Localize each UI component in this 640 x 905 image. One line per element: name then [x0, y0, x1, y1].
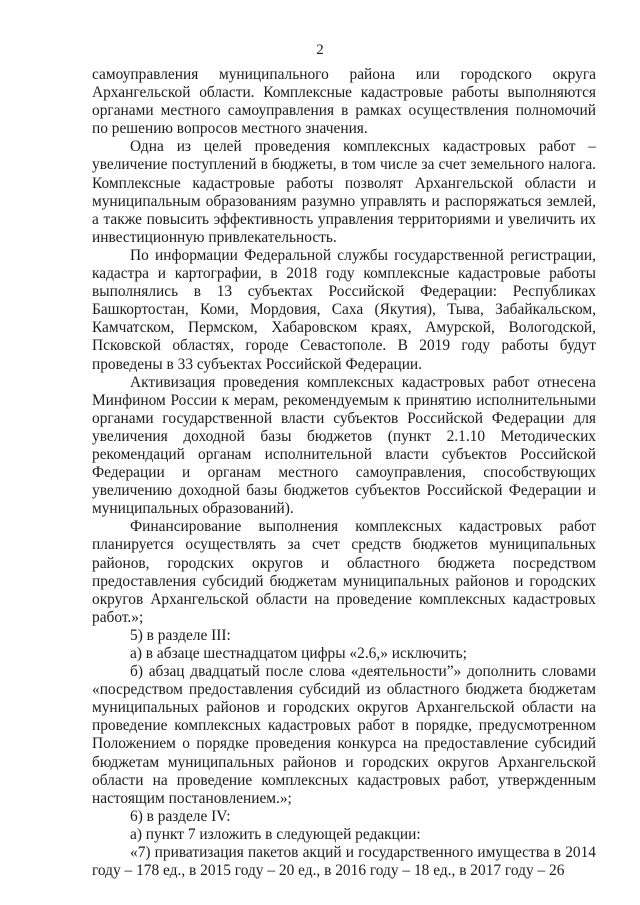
- paragraph: а) в абзаце шестнадцатом цифры «2.6,» исключить;: [130, 645, 467, 662]
- paragraph: 5) в разделе III:: [130, 626, 231, 644]
- paragraph: а) пункт 7 изложить в следующей редакции:: [130, 825, 421, 843]
- document-body: [92, 66, 596, 880]
- paragraph: Финансирование выполнения комплексных кадастровых работ планируется осуществлять за счет средств бюджетов муниципальных районов, городских округов и областного бюджета посредством предоставления субсидий бюджетам муниципальных районов и городских округов Архангельской области на проведение комплексных кадастровых работ.»;: [92, 518, 596, 626]
- paragraph: По информации Федеральной службы государственной регистрации, кадастра и картографии, в 2018 году комплексные кадастровые работы выполнялись в 13 субъектах Российской Федерации: Республиках Башкортостан, Коми, Мордовия, Саха (Якутия), Тыва, Забайкальском, Камчатском, Пермском, Хабаровском краях, Амурской, Вологодской, Псковской областях, городе Севастополе. В 2019 году работы будут проведены в 33 субъектах Российской Федерации.: [92, 246, 596, 373]
- paragraph: Одна из целей проведения комплексных кадастровых работ – увеличение поступлений в бюджеты, в том числе за счет земельного налога. Комплексные кадастровые работы позволят Архангельской области и муниципальным образованиям разумно управлять и распоряжаться землей, а также повысить эффективность управления территориями и увеличить их инвестиционную привлекательность.: [92, 138, 596, 246]
- paragraph: б) абзац двадцатый после слова «деятельности”» дополнить словами «посредством предоставления субсидий из областного бюджета бюджетам муниципальных районов и городских округов Архангельской области на проведение комплексных кадастровых работ в порядке, предусмотренном Положением о порядке проведения конкурса на предоставление субсидий бюджетам муниципальных районов и городских округов Архангельской области на проведение комплексных кадастровых работ, утвержденным настоящим постановлением.»;: [92, 663, 596, 807]
- paragraph: Активизация проведения комплексных кадастровых работ отнесена Минфином России к мерам, рекомендуемым к принятию исполнительными органами государственной власти субъектов Российской Федерации для увеличения доходной базы бюджетов (пункт 2.1.10 Методических рекомендаций органам исполнительной власти субъектов Российской Федерации и органам местного самоуправления, способствующих увеличению доходной базы бюджетов субъектов Российской Федерации и муниципальных образований).: [92, 373, 596, 518]
- paragraph: самоуправления муниципального района или городского округа Архангельской области. Комплексные кадастровые работы выполняются органами местного самоуправления в рамках осуществления полномочий по решению вопросов местного значения.: [92, 66, 596, 138]
- page-number: 2: [316, 42, 324, 58]
- paragraph: 6) в разделе IV:: [130, 807, 231, 825]
- paragraph: «7) приватизация пакетов акций и государственного имущества в 2014 году – 178 ед., в 2015 году – 20 ед., в 2016 году – 18 ед., в 2017 году – 26: [92, 844, 596, 880]
